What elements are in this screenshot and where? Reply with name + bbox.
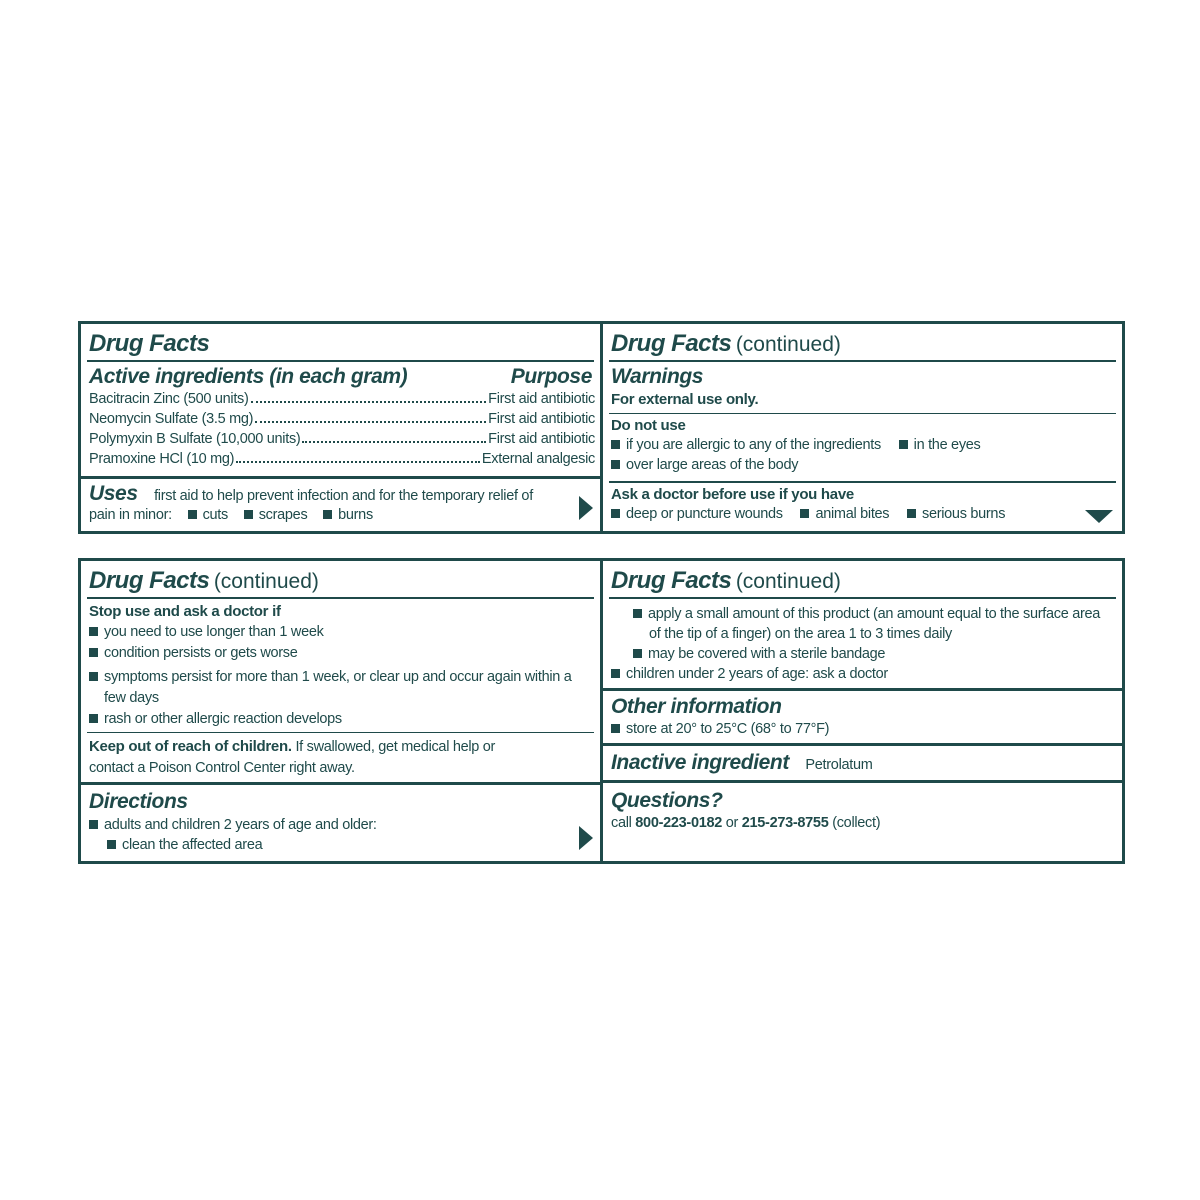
ask-doctor-heading: Ask a doctor before use if you have xyxy=(611,486,854,503)
external-use-text: For external use only. xyxy=(611,391,759,408)
stop-use-item: you need to use longer than 1 week xyxy=(89,624,324,640)
directions-bandage-item: may be covered with a sterile bandage xyxy=(633,646,885,662)
uses-line-1 xyxy=(89,482,533,506)
store-item: store at 20° to 25°C (68° to 77°F) xyxy=(611,721,829,737)
ingredient-row xyxy=(89,431,595,447)
uses-heading: Uses xyxy=(89,482,138,505)
uses-item: cuts xyxy=(188,507,228,523)
directions-children-item: children under 2 years of age: ask a doctor xyxy=(611,666,888,682)
ask-doctor-item: deep or puncture wounds xyxy=(611,506,783,522)
ingredient-name: Polymyxin B Sulfate (10,000 units) xyxy=(89,431,301,447)
section-divider xyxy=(81,782,600,785)
ingredient-name: Bacitracin Zinc (500 units) xyxy=(89,391,249,407)
drug-facts-panel-row-2 xyxy=(78,558,1125,864)
directions-subitem: clean the affected area xyxy=(107,837,262,853)
collect-text: (collect) xyxy=(832,815,881,831)
ingredient-purpose: First aid antibiotic xyxy=(488,391,595,407)
uses-text: first aid to help prevent infection and for the temporary relief of xyxy=(154,488,533,504)
ingredient-name: Pramoxine HCl (10 mg) xyxy=(89,451,235,467)
ask-doctor-line xyxy=(611,506,1005,522)
divider xyxy=(609,360,1116,362)
phone-number-2[interactable]: 215-273-8755 xyxy=(741,815,829,831)
ingredient-row xyxy=(89,411,595,427)
continue-arrow-icon xyxy=(579,496,593,520)
directions-heading: Directions xyxy=(89,790,188,813)
stop-use-item: condition persists or gets worse xyxy=(89,645,298,661)
drug-facts-panel-1 xyxy=(81,324,603,531)
inactive-ingredient-row xyxy=(611,751,873,775)
stop-use-item: rash or other allergic reaction develops xyxy=(89,711,342,727)
drug-facts-panel-3 xyxy=(81,561,603,861)
continue-arrow-icon xyxy=(579,826,593,850)
section-divider xyxy=(603,743,1122,746)
panel-title-row xyxy=(89,567,319,595)
section-divider xyxy=(603,780,1122,783)
inactive-ingredient-heading: Inactive ingredient xyxy=(611,751,789,774)
panel-title: Drug Facts xyxy=(89,330,210,357)
ingredient-purpose: External analgesic xyxy=(481,451,595,467)
divider xyxy=(609,597,1116,599)
stop-use-item: symptoms persist for more than 1 week, or clear up and occur again within a xyxy=(89,669,572,685)
do-not-use-line-1 xyxy=(611,437,981,453)
keep-out-line-1 xyxy=(89,738,495,755)
divider xyxy=(87,597,594,599)
do-not-use-item: in the eyes xyxy=(899,437,981,453)
panel-title: Drug Facts xyxy=(611,330,732,357)
ingredient-name: Neomycin Sulfate (3.5 mg) xyxy=(89,411,254,427)
ingredient-row xyxy=(89,451,595,467)
continued-label: (continued) xyxy=(735,333,841,356)
active-ingredients-heading: Active ingredients (in each gram) xyxy=(89,365,408,388)
keep-out-text-2: contact a Poison Control Center right away. xyxy=(89,760,355,776)
stop-use-heading: Stop use and ask a doctor if xyxy=(89,603,281,620)
uses-text-2: pain in minor: xyxy=(89,507,172,523)
questions-contact xyxy=(611,815,880,831)
do-not-use-heading: Do not use xyxy=(611,417,686,434)
purpose-heading: Purpose xyxy=(510,365,592,388)
divider xyxy=(87,360,594,362)
leader-dots xyxy=(251,391,487,403)
panel-title-row xyxy=(611,330,841,358)
leader-dots xyxy=(255,411,486,423)
divider xyxy=(609,413,1116,414)
inactive-ingredient-value: Petrolatum xyxy=(805,757,873,773)
leader-dots xyxy=(302,431,486,443)
ingredient-purpose: First aid antibiotic xyxy=(488,431,595,447)
divider xyxy=(609,481,1116,483)
ask-doctor-item: serious burns xyxy=(907,506,1005,522)
panel-title: Drug Facts xyxy=(89,567,210,594)
ingredient-row xyxy=(89,391,595,407)
section-divider xyxy=(603,688,1122,691)
call-prefix: call xyxy=(611,815,632,831)
phone-number-1[interactable]: 800-223-0182 xyxy=(635,815,722,831)
keep-out-text: If swallowed, get medical help or xyxy=(295,739,496,755)
ingredient-purpose: First aid antibiotic xyxy=(488,411,595,427)
directions-apply-continued: of the tip of a finger) on the area 1 to 3 times daily xyxy=(649,626,952,642)
drug-facts-panel-row-1 xyxy=(78,321,1125,534)
warnings-heading: Warnings xyxy=(611,365,704,388)
continued-label: (continued) xyxy=(213,570,319,593)
questions-heading: Questions? xyxy=(611,789,723,812)
divider xyxy=(87,732,594,733)
drug-facts-panel-4 xyxy=(603,561,1122,861)
other-information-heading: Other information xyxy=(611,695,782,718)
do-not-use-item: over large areas of the body xyxy=(611,457,798,473)
do-not-use-item: if you are allergic to any of the ingredients xyxy=(611,437,881,453)
or-text: or xyxy=(725,815,739,831)
leader-dots xyxy=(236,451,480,463)
uses-item: scrapes xyxy=(244,507,308,523)
continue-arrow-down-icon xyxy=(1085,510,1113,523)
directions-apply-item: apply a small amount of this product (an amount equal to the surface area xyxy=(633,606,1100,622)
panel-title: Drug Facts xyxy=(611,567,732,594)
keep-out-bold: Keep out of reach of children. xyxy=(89,738,292,755)
stop-use-item-continued: few days xyxy=(104,690,159,706)
uses-line-2 xyxy=(89,507,373,523)
directions-item: adults and children 2 years of age and older: xyxy=(89,817,377,833)
ask-doctor-item: animal bites xyxy=(800,506,889,522)
uses-item: burns xyxy=(323,507,373,523)
section-divider xyxy=(81,476,600,479)
panel-title-row xyxy=(611,567,841,595)
drug-facts-panel-2 xyxy=(603,324,1122,531)
continued-label: (continued) xyxy=(735,570,841,593)
